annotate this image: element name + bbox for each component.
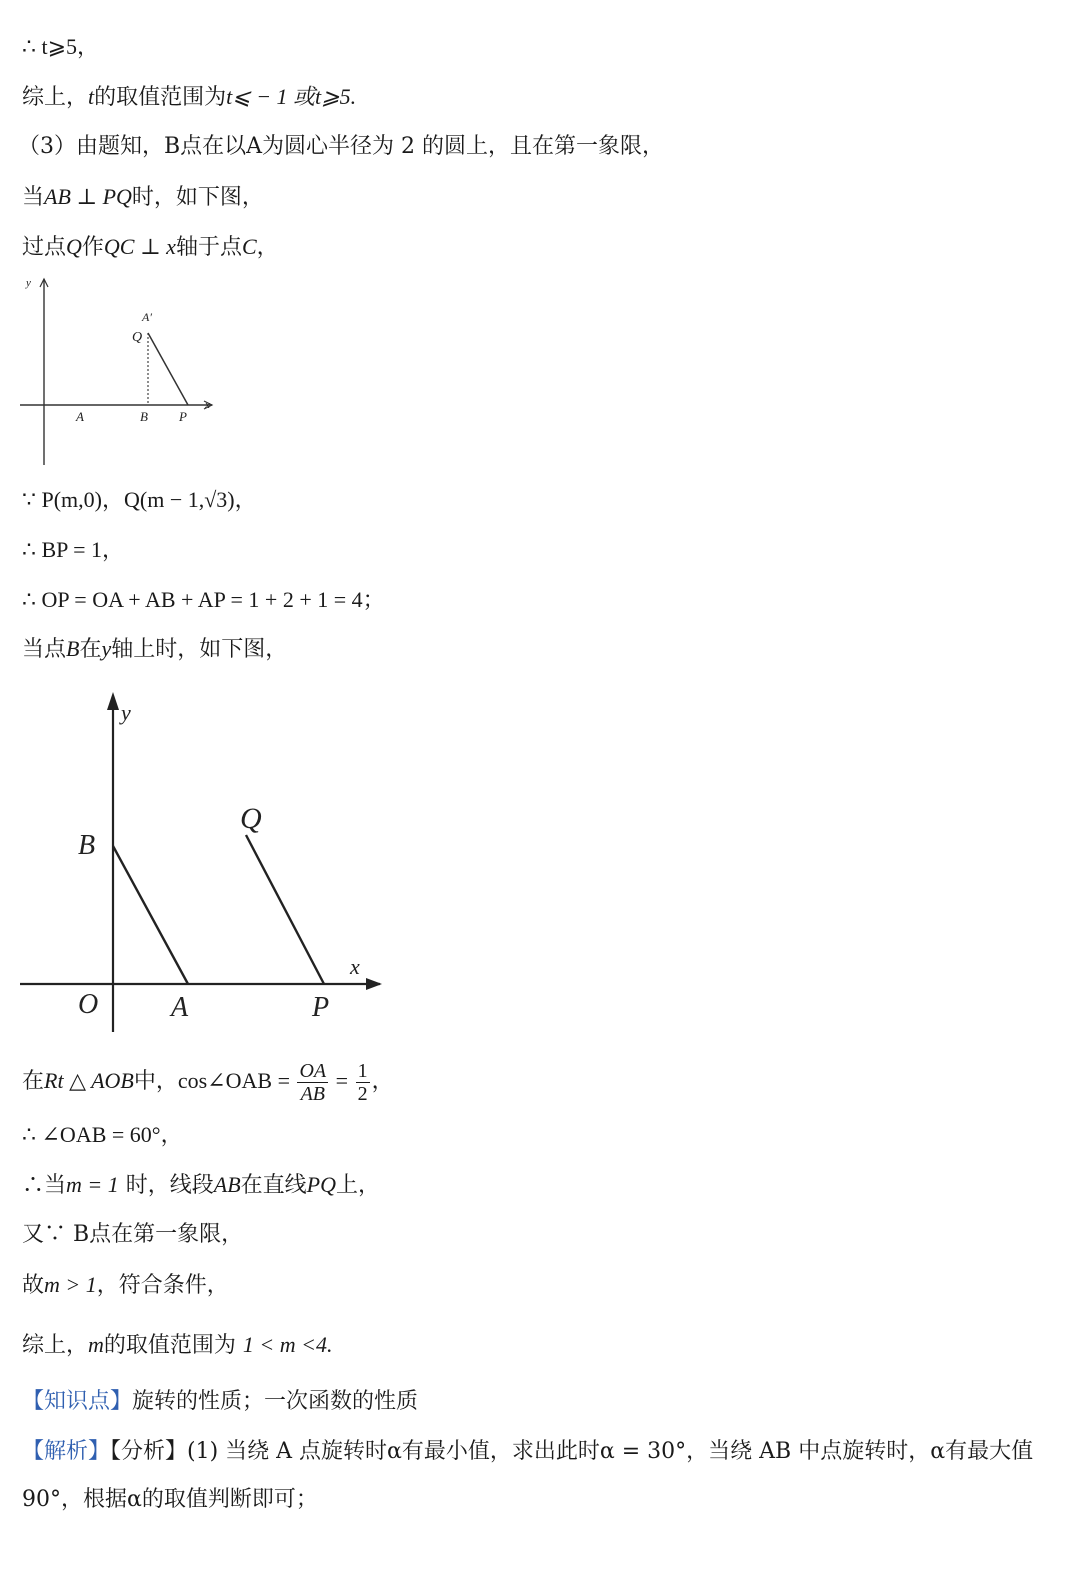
fig2-segment-qp [246,835,324,984]
line-5: 过点Q作QC ⊥ x轴于点C， [22,234,279,260]
line-9: 当点B在y轴上时，如下图， [22,636,288,662]
line-2: 综上，t的取值范围为t⩽ − 1 或t⩾5. [22,84,357,110]
line-13: 又∵ B点在第一象限， [22,1222,244,1247]
fig2-label-p: P [312,992,330,1023]
analysis-tag: 【解析】 [22,1439,111,1464]
fig1-label-a: A [76,409,84,424]
line-1: ∴ t⩾5， [22,34,100,59]
line-10: 在Rt △ AOB中，cos∠OAB = $\frac{OA}{AB}$ = $\frac{1}{2}$ ， [22,1059,394,1105]
line-14: 故m > 1，符合条件， [22,1272,229,1298]
fig1-label-x: x [205,399,210,411]
line-11: ∴ ∠OAB = 60°， [22,1122,183,1147]
knowledge-point: 【知识点】旋转的性质；一次函数的性质 [22,1389,419,1414]
figure-2 [18,688,388,1038]
fig2-x-arrow [366,978,382,990]
fig2-label-x: x [350,954,360,979]
knowledge-tag: 【知识点】 [22,1389,133,1414]
analysis-paragraph: 【解析】【分析】(1) 当绕 A 点旋转时α有最小值，求出此时α = 30°，当绕 AB 中点旋转时，α有最大值 90°，根据α的取值判断即可； [22,1439,1034,1512]
fig1-label-y: y [26,277,31,289]
fig2-label-b: B [78,830,96,861]
line-4: 当AB ⊥ PQ时，如下图， [22,184,264,210]
fig1-label-q: Q [132,330,143,345]
line-6: ∵ P(m,0)，Q(m − 1,√3)， [22,487,257,512]
fig2-label-a: A [171,992,189,1023]
fig2-y-arrow [107,692,119,710]
fig2-label-o: O [78,989,99,1020]
line-12: ∴当m = 1 时，线段AB在直线PQ上， [22,1172,380,1198]
line-3: （3）由题知，B点在以A为圆心半径为 2 的圆上，且在第一象限， [18,134,665,159]
line-7: ∴ BP = 1， [22,537,124,562]
figure-1 [18,275,218,470]
fraction-oa-ab: $\frac{OA}{AB}$ [299,1059,327,1105]
fig1-label-a-prime: A′ [142,310,152,324]
line-8: ∴ OP = OA + AB + AP = 1 + 2 + 1 = 4； [22,587,385,612]
fig2-label-y: y [121,700,131,725]
fig1-segment-qp [148,333,188,405]
fig1-label-p: P [179,409,187,424]
fig1-label-b: B [140,409,148,424]
fig2-segment-ba [113,846,188,984]
fig2-label-q: Q [240,802,262,835]
fraction-one-half: $\frac{1}{2}$ [357,1059,368,1105]
line-15: 综上，m的取值范围为 1 < m <4. [22,1332,333,1358]
